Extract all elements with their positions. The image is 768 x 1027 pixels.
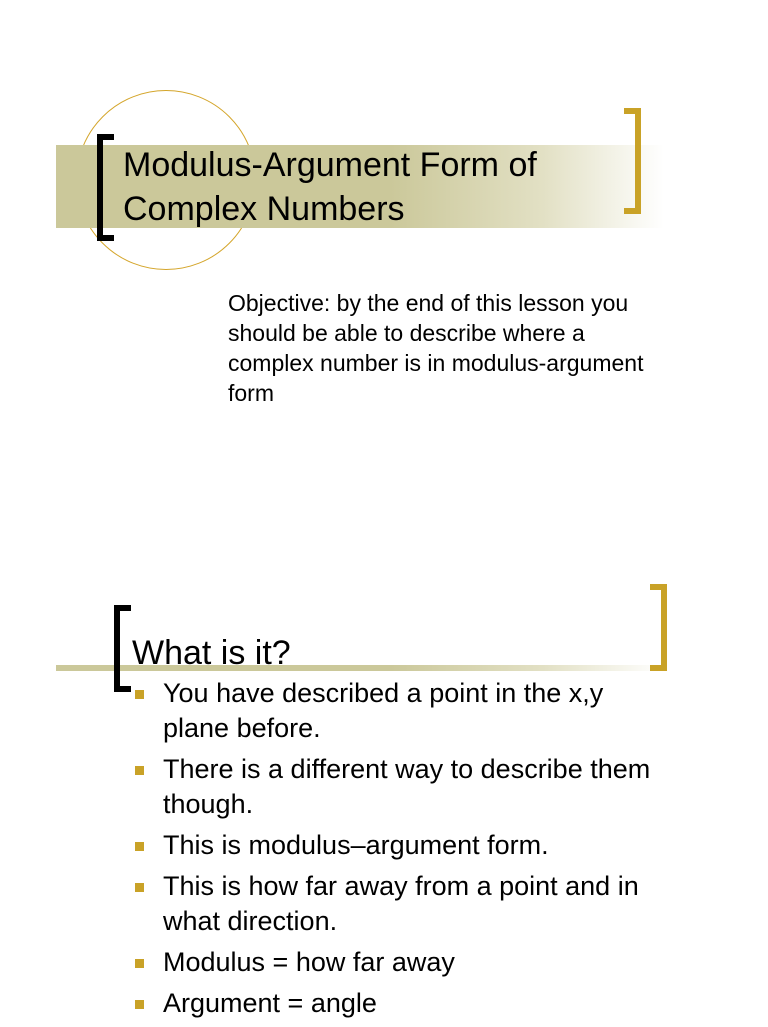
list-item-text: Argument = angle bbox=[163, 988, 377, 1018]
square-bullet-icon bbox=[135, 766, 144, 775]
square-bullet-icon bbox=[135, 959, 144, 968]
slide-title-line-2: Complex Numbers bbox=[123, 190, 405, 228]
bullet-list bbox=[130, 676, 660, 1027]
right-bracket-icon bbox=[650, 584, 667, 671]
list-item-text: This is modulus–argument form. bbox=[163, 830, 549, 860]
content-slide bbox=[0, 512, 768, 1024]
slide-title: What is it? bbox=[132, 634, 291, 672]
objective-text: Objective: by the end of this lesson you should be able to describe where a complex number is in modulus-argument form bbox=[228, 290, 644, 406]
list-item bbox=[130, 828, 660, 863]
slide-title bbox=[123, 143, 537, 231]
left-bracket-icon bbox=[114, 605, 131, 692]
list-item bbox=[130, 945, 660, 980]
square-bullet-icon bbox=[135, 690, 144, 699]
left-bracket-icon bbox=[97, 134, 114, 241]
list-item-text: You have described a point in the x,y plane before. bbox=[163, 678, 604, 743]
list-item-text: Modulus = how far away bbox=[163, 947, 455, 977]
square-bullet-icon bbox=[135, 842, 144, 851]
square-bullet-icon bbox=[135, 883, 144, 892]
title-slide bbox=[0, 0, 768, 512]
list-item bbox=[130, 752, 660, 822]
list-item bbox=[130, 676, 660, 746]
list-item-text: This is how far away from a point and in what direction. bbox=[163, 871, 639, 936]
slide-title-line-1: Modulus-Argument Form of bbox=[123, 146, 537, 184]
list-item bbox=[130, 869, 660, 939]
list-item bbox=[130, 986, 660, 1021]
list-item-text: There is a different way to describe them though. bbox=[163, 754, 651, 819]
right-bracket-icon bbox=[624, 108, 641, 214]
square-bullet-icon bbox=[135, 1000, 144, 1009]
